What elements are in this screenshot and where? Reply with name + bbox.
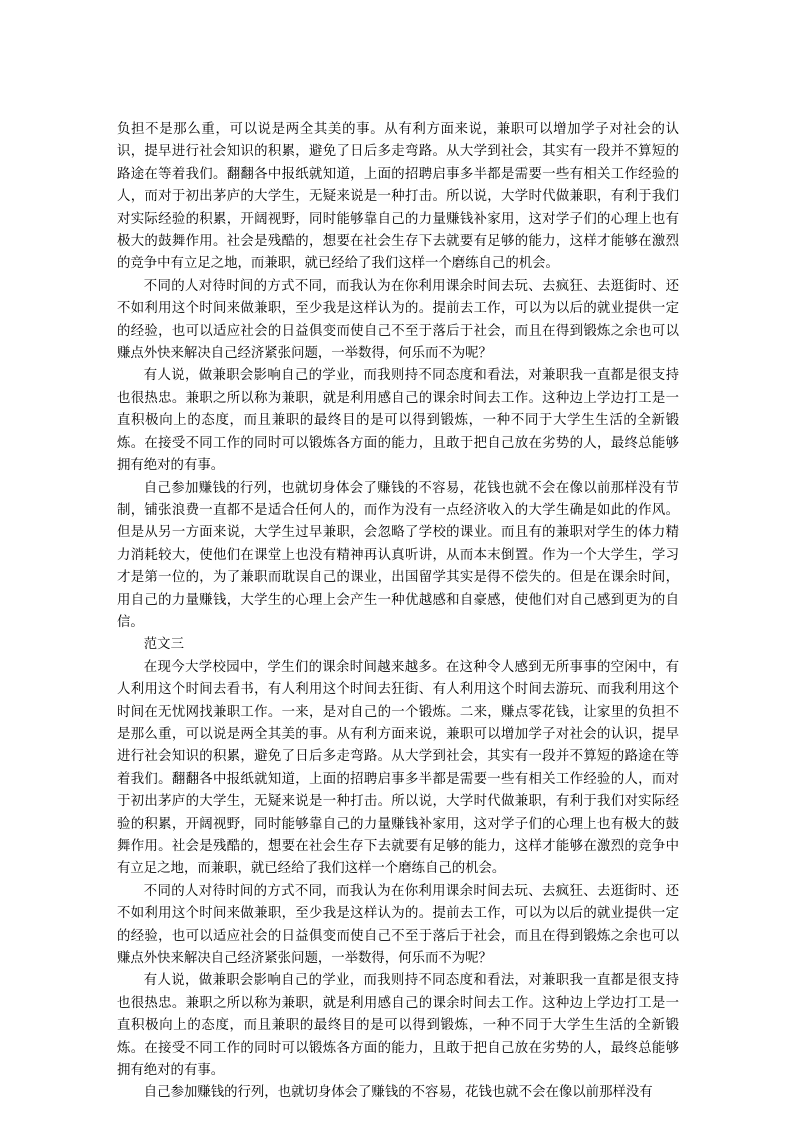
paragraph-campus-intro: 在现今大学校园中，学生们的课余时间越来越多。在这种令人感到无所事事的空闲中，有人利用这个时间去看书，有人利用这个时间去狂街、有人利用这个时间去游玩、而我利用这个时间在无忧网找兼职工作。一来，是对自己的一个锻炼。二来，赚点零花钱，让家里的负担不是那么重，可以说是两全其美的事。从有利方面来说，兼职可以增加学子对社会的认识，提早进行社会知识的积累，避免了日后多走弯路。从大学到社会，其实有一段并不算短的路途在等着我们。翻翻各中报纸就知道，上面的招聘启事多半都是需要一些有相关工作经验的人，而对于初出茅庐的大学生，无疑来说是一种打击。所以说，大学时代做兼职，有利于我们对实际经验的积累，开阔视野，同时能够靠自己的力量赚钱补家用，这对学子们的心理上也有极大的鼓舞作用。社会是残酷的，想要在社会生存下去就要有足够的能力，这样才能够在激烈的竞争中有立足之地，而兼职，就已经给了我们这样一个磨练自己的机会。 bbox=[117, 659, 679, 877]
paragraph-continuation: 负担不是那么重，可以说是两全其美的事。从有利方面来说，兼职可以增加学子对社会的认识，提早进行社会知识的积累，避免了日后多走弯路。从大学到社会，其实有一段并不算短的路途在等着我们。翻翻各中报纸就知道，上面的招聘启事多半都是需要一些有相关工作经验的人，而对于初出茅庐的大学生，无疑来说是一种打击。所以说，大学时代做兼职，有利于我们对实际经验的积累，开阔视野，同时能够靠自己的力量赚钱补家用，这对学子们的心理上也有极大的鼓舞作用。社会是残酷的，想要在社会生存下去就要有足够的能力，这样才能够在激烈的竞争中有立足之地，而兼职，就已经给了我们这样一个磨练自己的机会。 bbox=[117, 122, 679, 272]
section-heading: 范文三 bbox=[143, 637, 184, 653]
paragraph-time-usage-2: 不同的人对待时间的方式不同，而我认为在你利用课余时间去玩、去疯狂、去逛街时、还不如利用这个时间来做兼职，至少我是这样认为的。提前去工作，可以为以后的就业提供一定的经验，也可以适应社会的日益俱变而使自己不至于落后于社会，而且在得到锻炼之余也可以赚点外快来解决自己经济紧张问题，一举数得，何乐而不为呢？ bbox=[117, 883, 679, 967]
paragraph-study-impact-2: 有人说，做兼职会影响自己的学业，而我则持不同态度和看法，对兼职我一直都是很支持也很热忠。兼职之所以称为兼职，就是利用感自己的课余时间去工作。这种边上学边打工是一直积极向上的态度，而且兼职的最终目的是可以得到锻炼，一种不同于大学生生活的全新锻炼。在接受不同工作的同时可以锻炼各方面的能力，且敢于把自己放在劣势的人，最终总能够拥有绝对的有事。 bbox=[117, 973, 679, 1079]
document-page bbox=[117, 119, 679, 1105]
paragraph-study-impact: 有人说，做兼职会影响自己的学业，而我则持不同态度和看法，对兼职我一直都是很支持也很热忠。兼职之所以称为兼职，就是利用感自己的课余时间去工作。这种边上学边打工是一直积极向上的态度，而且兼职的最终目的是可以得到锻炼，一种不同于大学生生活的全新锻炼。在接受不同工作的同时可以锻炼各方面的能力，且敢于把自己放在劣势的人，最终总能够拥有绝对的有事。 bbox=[117, 368, 679, 474]
paragraph-time-usage: 不同的人对待时间的方式不同，而我认为在你利用课余时间去玩、去疯狂、去逛街时、还不如利用这个时间来做兼职，至少我是这样认为的。提前去工作，可以为以后的就业提供一定的经验，也可以适应社会的日益俱变而使自己不至于落后于社会，而且在得到锻炼之余也可以赚点外快来解决自己经济紧张问题，一举数得，何乐而不为呢？ bbox=[117, 278, 679, 362]
paragraph-earning-money: 自己参加赚钱的行列，也就切身体会了赚钱的不容易，花钱也就不会在像以前那样没有节制，铺张浪费一直都不是适合任何人的，而作为没有一点经济收入的大学生确是如此的作风。但是从另一方面来说，大学生过早兼职，会忽略了学校的课业。而且有的兼职对学生的体力精力消耗较大，使他们在课堂上也没有精神再认真听讲，从而本末倒置。作为一个大学生，学习才是第一位的，为了兼职而耽误自己的课业，出国留学其实是得不偿失的。但是在课余时间，用自己的力量赚钱，大学生的心理上会产生一种优越感和自豪感，使他们对自己感到更为的自信。 bbox=[117, 480, 679, 630]
paragraph-earning-money-2: 自己参加赚钱的行列，也就切身体会了赚钱的不容易，花钱也就不会在像以前那样没有 bbox=[143, 1085, 653, 1101]
